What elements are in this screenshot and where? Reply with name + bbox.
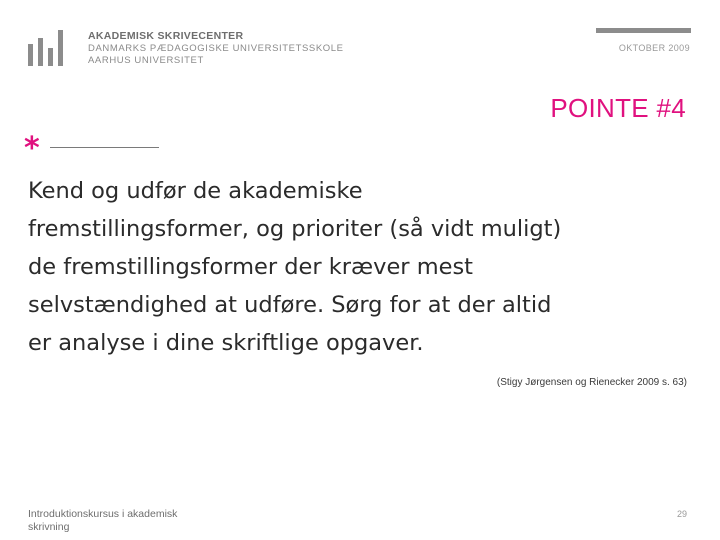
body-line: de fremstillingsformer der kræver mest [28, 254, 474, 280]
body-line: selvstændighed at udføre. Sørg for at der altid [28, 292, 552, 318]
slide-title: POINTE #4 [550, 93, 686, 123]
au-logo-icon [28, 30, 68, 66]
body-line: Kend og udfør de akademiske [28, 178, 363, 204]
body-line: er analyse i dine skriftlige opgaver. [28, 330, 424, 356]
footer-course-title: Introduktionskursus i akademisk skrivning [28, 508, 178, 533]
slide-body [28, 172, 678, 362]
slide-date: OKTOBER 2009 [618, 43, 690, 53]
header-bar [596, 28, 691, 33]
page-number: 29 [676, 509, 687, 519]
divider [50, 147, 159, 148]
body-line: fremstillingsformer, og prioriter (så vidt muligt) [28, 216, 562, 242]
org-university: AARHUS UNIVERSITET [88, 55, 204, 66]
org-subtitle: DANMARKS PÆDAGOGISKE UNIVERSITETSSKOLE [88, 43, 344, 54]
asterisk-icon: * [24, 131, 40, 166]
citation: (Stigy Jørgensen og Rienecker 2009 s. 63) [496, 377, 687, 388]
organization-header [88, 30, 344, 67]
org-name: AKADEMISK SKRIVECENTER [88, 30, 244, 42]
